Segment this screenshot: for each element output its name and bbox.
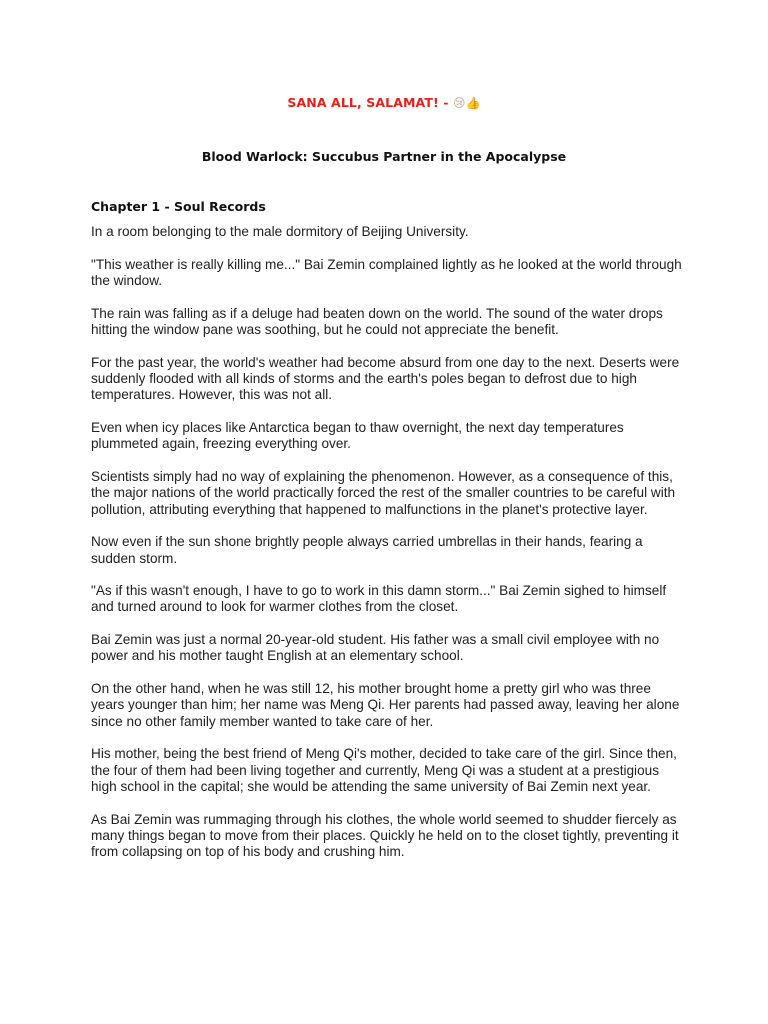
banner-heading bbox=[91, 95, 677, 110]
paragraph: Now even if the sun shone brightly people always carried umbrellas in their hands, fearing a sudden storm. bbox=[91, 534, 643, 566]
paragraph: Scientists simply had no way of explaining the phenomenon. However, as a consequence of this, the major nations of the world practically forced the rest of the smaller countries to be careful with pollution, attributing everything that happened to malfunctions in the planet's protective layer. bbox=[91, 468, 676, 517]
chapter-body bbox=[91, 224, 683, 877]
banner-emoji-icon: 😢👍 bbox=[452, 96, 481, 110]
paragraph: As Bai Zemin was rummaging through his clothes, the whole world seemed to shudder fiercely as many things began to move from their places. Quickly he held on to the closet tightly, preventing it from collapsing on top of his body and crushing him. bbox=[91, 811, 679, 860]
paragraph: In a room belonging to the male dormitory of Beijing University. bbox=[91, 224, 469, 239]
paragraph: The rain was falling as if a deluge had beaten down on the world. The sound of the water drops hitting the window pane was soothing, but he could not appreciate the benefit. bbox=[91, 305, 663, 337]
paragraph: Even when icy places like Antarctica began to thaw overnight, the next day temperatures plummeted again, freezing everything over. bbox=[91, 419, 624, 452]
paragraph: "As if this wasn't enough, I have to go to work in this damn storm..." Bai Zemin sighed to himself and turned around to look for warmer clothes from the closet. bbox=[91, 583, 667, 615]
paragraph: "This weather is really killing me..." Bai Zemin complained lightly as he looked at the world through the window. bbox=[91, 256, 682, 288]
paragraph: Bai Zemin was just a normal 20-year-old student. His father was a small civil employee with no power and his mother taught English at an elementary school. bbox=[91, 632, 660, 664]
chapter-heading: Chapter 1 - Soul Records bbox=[91, 199, 266, 214]
banner-text: SANA ALL, SALAMAT! - bbox=[287, 95, 453, 110]
book-title: Blood Warlock: Succubus Partner in the Apocalypse bbox=[201, 149, 567, 164]
paragraph: His mother, being the best friend of Meng Qi's mother, decided to take care of the girl. Since then, the four of them had been living together and currently, Meng Qi was a student at a prestigious high school in the capital; she would be attending the same university of Bai Zemin next year. bbox=[91, 746, 677, 795]
paragraph: On the other hand, when he was still 12, his mother brought home a pretty girl who was three years younger than him; her name was Meng Qi. Her parents had passed away, leaving her alone since no other family member wanted to take care of her. bbox=[91, 681, 680, 729]
paragraph: For the past year, the world's weather had become absurd from one day to the next. Deserts were suddenly flooded with all kinds of storms and the earth's poles began to defrost due to high temperatures. However, this was not all. bbox=[91, 354, 680, 403]
